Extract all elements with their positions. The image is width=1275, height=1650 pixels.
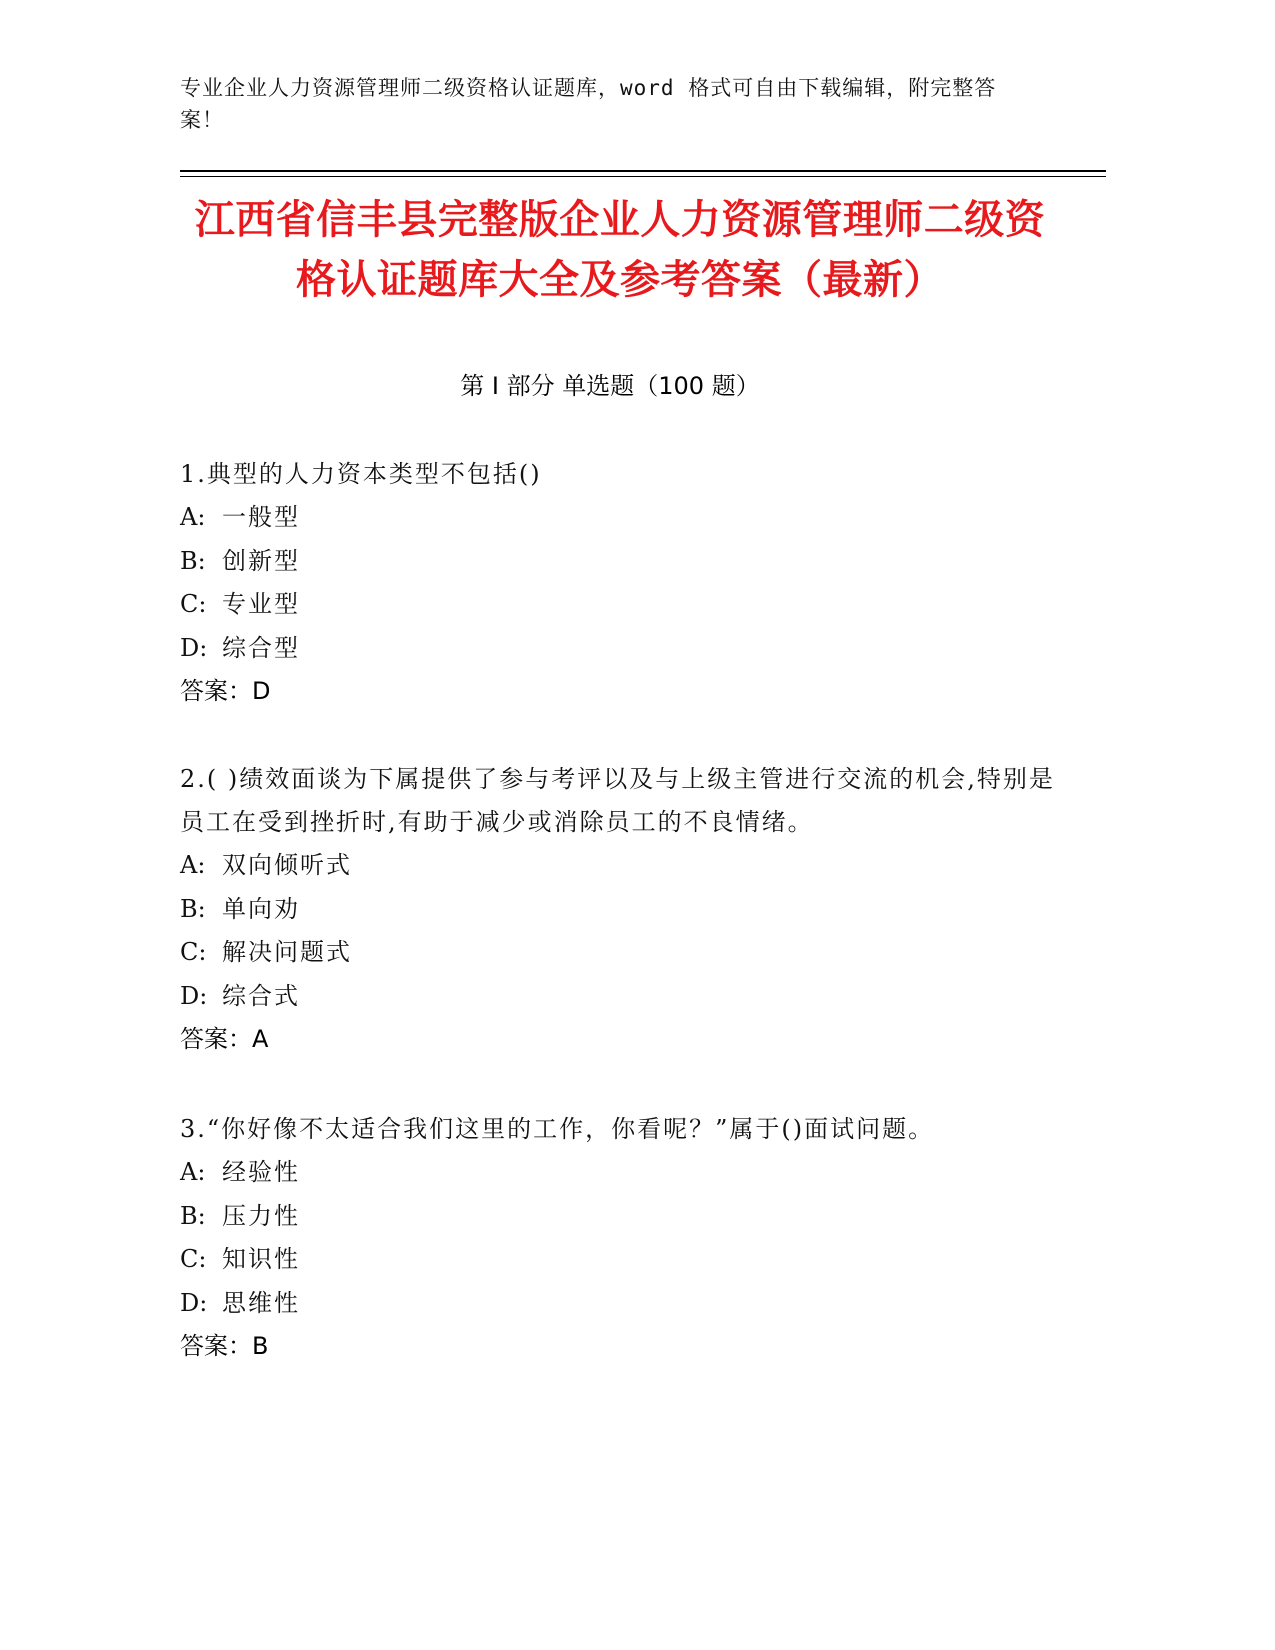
question-stem: 3.“你好像不太适合我们这里的工作，你看呢？”属于()面试问题。: [180, 1115, 935, 1143]
option-b: [180, 888, 1060, 932]
option-letter: D:: [180, 633, 208, 662]
option-text: 思维性: [222, 1288, 300, 1317]
option-text: 创新型: [222, 546, 300, 575]
option-text: 双向倾听式: [222, 851, 352, 879]
option-letter: A:: [180, 851, 206, 879]
option-letter: D:: [180, 981, 208, 1010]
option-letter: C:: [180, 590, 207, 618]
option-c: [180, 1238, 1060, 1282]
header-note: 专业企业人力资源管理师二级资格认证题库，word 格式可自由下载编辑，附完整答案！: [180, 76, 997, 132]
option-letter: C:: [180, 938, 207, 966]
option-text: 综合式: [222, 981, 300, 1010]
option-d: [180, 627, 1060, 671]
option-letter: B:: [180, 546, 206, 575]
answer-line: 答案：B: [180, 1332, 269, 1360]
option-c: [180, 583, 1060, 627]
option-a: [180, 496, 1060, 540]
question-3: [180, 1108, 1060, 1368]
option-text: 单向劝: [222, 894, 300, 923]
option-c: [180, 931, 1060, 975]
option-d: [180, 1282, 1060, 1326]
answer-line: 答案：D: [180, 677, 271, 705]
question-2: [180, 758, 1060, 1061]
option-text: 专业型: [222, 590, 300, 618]
answer-line: 答案：A: [180, 1025, 269, 1053]
option-text: 经验性: [222, 1158, 300, 1186]
option-text: 一般型: [222, 503, 300, 531]
option-letter: D:: [180, 1288, 208, 1317]
header-divider-thin: [180, 176, 1106, 177]
option-text: 综合型: [222, 633, 300, 662]
option-text: 知识性: [222, 1245, 300, 1273]
option-text: 压力性: [222, 1201, 300, 1230]
document-title: 江西省信丰县完整版企业人力资源管理师二级资格认证题库大全及参考答案（最新）: [194, 197, 1046, 303]
question-stem: 2.( )绩效面谈为下属提供了参与考评以及与上级主管进行交流的机会,特别是员工在受到挫折时,有助于减少或消除员工的不良情绪。: [180, 765, 1055, 836]
option-letter: B:: [180, 1201, 206, 1230]
question-1: [180, 453, 1060, 713]
option-b: [180, 1195, 1060, 1239]
option-text: 解决问题式: [222, 938, 352, 966]
header-divider-thick: [180, 170, 1106, 172]
option-letter: C:: [180, 1245, 207, 1273]
option-letter: A:: [180, 1158, 206, 1186]
option-letter: B:: [180, 894, 206, 923]
option-letter: A:: [180, 503, 206, 531]
option-a: [180, 1151, 1060, 1195]
option-a: [180, 844, 1060, 888]
section-heading: 第 I 部分 单选题（100 题）: [460, 372, 760, 400]
question-stem: 1.典型的人力资本类型不包括(): [180, 460, 542, 488]
option-b: [180, 540, 1060, 584]
option-d: [180, 975, 1060, 1019]
